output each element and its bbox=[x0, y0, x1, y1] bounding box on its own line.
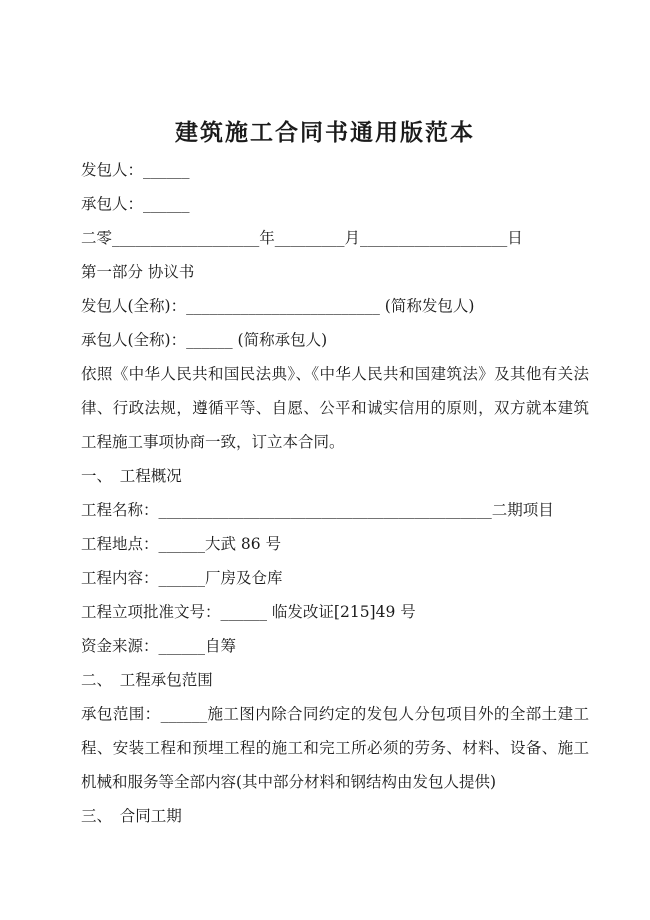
project-location-line: 工程地点：______大武 86 号 bbox=[81, 535, 282, 553]
employer-full-name-line: 发包人(全称)：_________________________ (简称发包人) bbox=[81, 297, 475, 315]
section-1-heading: 一、 工程概况 bbox=[81, 467, 182, 485]
date-line: 二零___________________年_________月___________________日 bbox=[81, 229, 523, 247]
funding-source-line: 资金来源：______自筹 bbox=[81, 637, 237, 655]
section-2-heading: 二、 工程承包范围 bbox=[81, 671, 213, 689]
contractor-line: 承包人：______ bbox=[81, 195, 190, 213]
project-content-line: 工程内容：______厂房及仓库 bbox=[81, 569, 283, 587]
approval-number-line: 工程立项批准文号：______ 临发改证[215]49 号 bbox=[81, 603, 416, 621]
section-3-heading: 三、 合同工期 bbox=[81, 807, 182, 825]
document-title: 建筑施工合同书通用版范本 bbox=[175, 120, 475, 146]
project-name-line: 工程名称：___________________________________________二期项目 bbox=[81, 501, 554, 519]
basis-paragraph: 依照《中华人民共和国民法典》、《中华人民共和国建筑法》及其他有关法律、行政法规，遵循平等、自愿、公平和诚实信用的原则，双方就本建筑工程施工事项协商一致，订立本合同。 bbox=[81, 365, 589, 451]
scope-paragraph: 承包范围：______施工图内除合同约定的发包人分包项目外的全部土建工程、安装工程和预埋工程的施工和完工所必须的劳务、材料、设备、施工机械和服务等全部内容(其中部分材料和钢结构由发包人提供) bbox=[81, 705, 589, 791]
part-one-heading: 第一部分 协议书 bbox=[81, 263, 195, 281]
employer-line: 发包人：______ bbox=[81, 161, 190, 179]
contractor-full-name-line: 承包人(全称)：______ (简称承包人) bbox=[81, 331, 328, 349]
